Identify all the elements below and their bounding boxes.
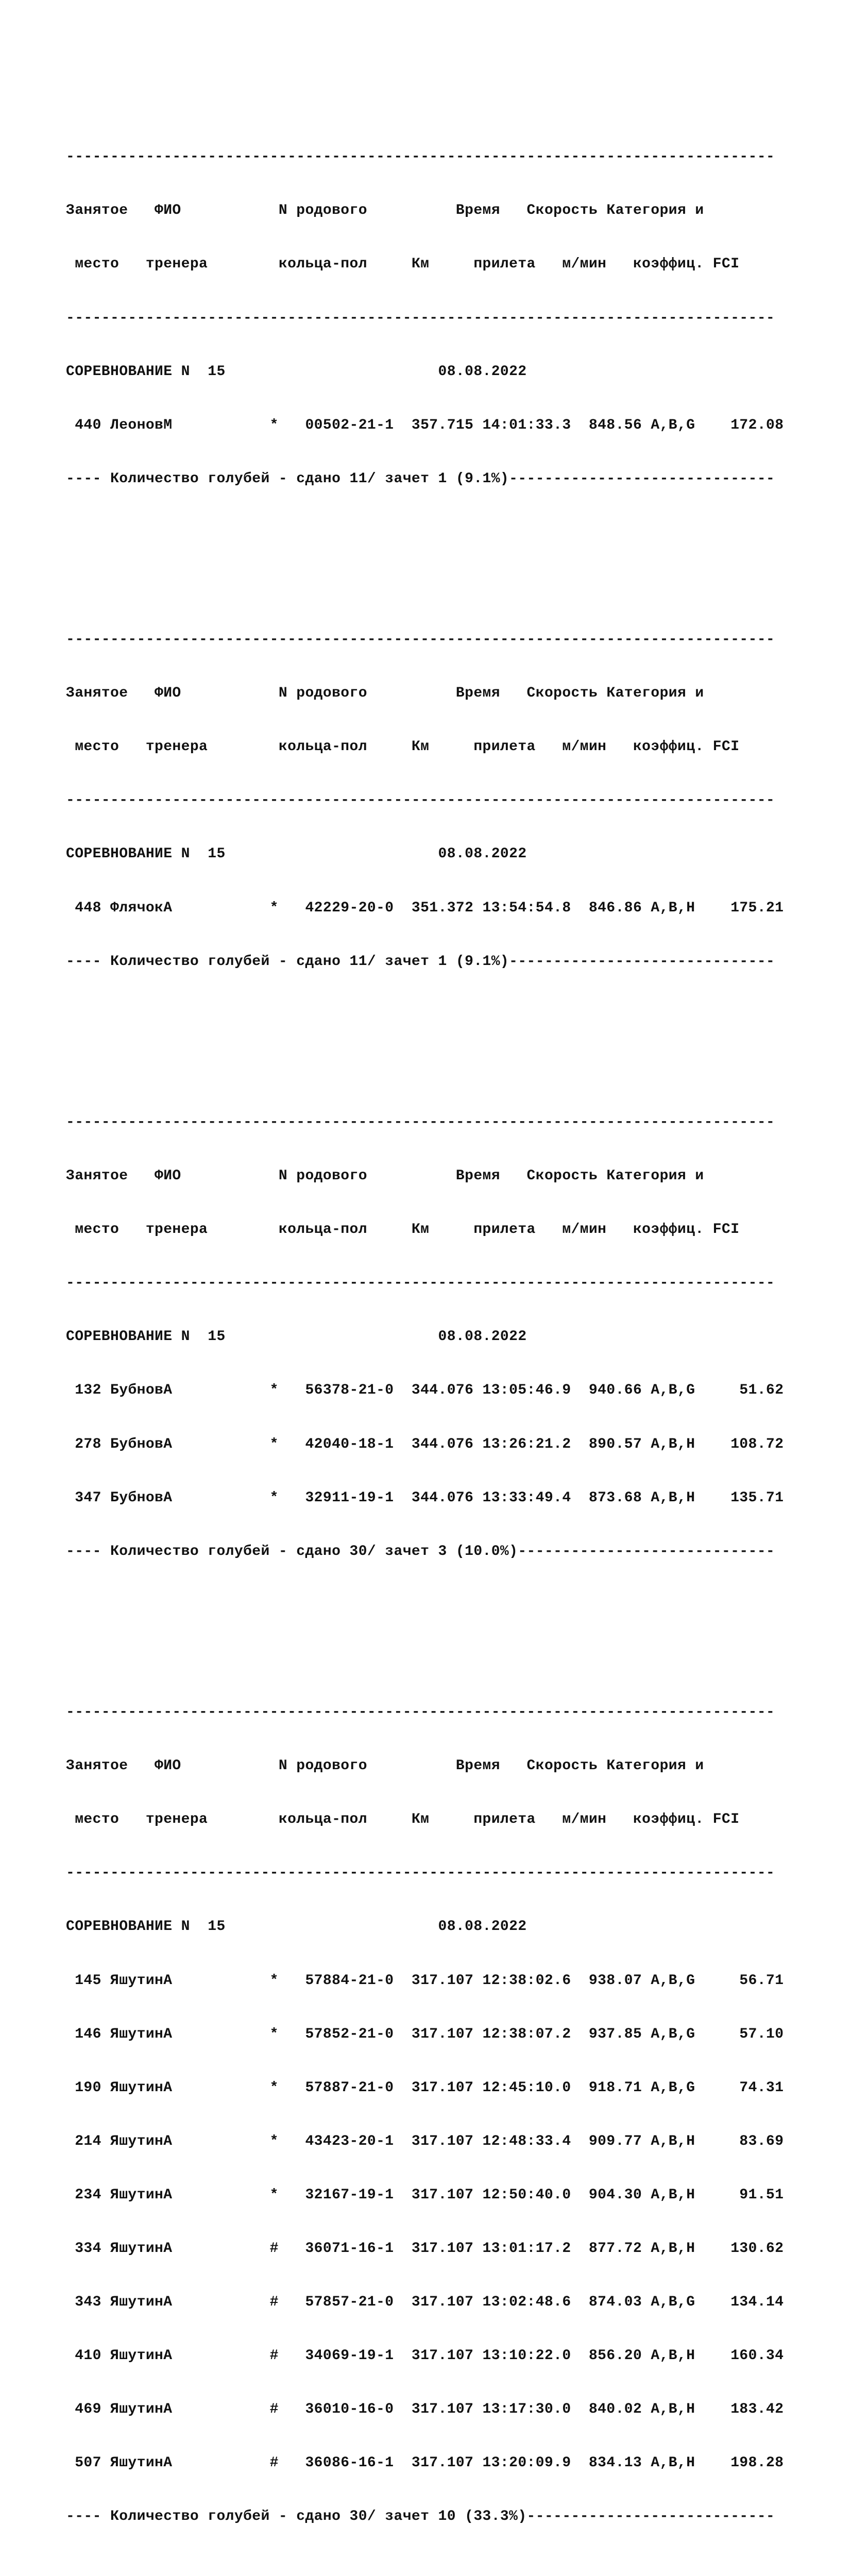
separator-line: -------------------------------------------------------------------------------- xyxy=(66,1275,775,1292)
header-line-1: Занятое ФИО N родового Время Скорость Категория и xyxy=(66,202,704,219)
separator-line: -------------------------------------------------------------------------------- xyxy=(66,792,775,809)
result-row: 278 БубновА * 42040-18-1 344.076 13:26:21.2 890.57 A,B,H 108.72 xyxy=(66,1436,784,1452)
separator-line: -------------------------------------------------------------------------------- xyxy=(66,1114,775,1130)
header-line-1: Занятое ФИО N родового Время Скорость Категория и xyxy=(66,1758,704,1774)
header-line-2: место тренера кольца-пол Км прилета м/мин коэффиц. FCI xyxy=(66,256,740,273)
results-report xyxy=(66,41,839,2576)
separator-line: -------------------------------------------------------------------------------- xyxy=(66,632,775,648)
header-line-1: Занятое ФИО N родового Время Скорость Категория и xyxy=(66,685,704,702)
result-row: 334 ЯшутинА # 36071-16-1 317.107 13:01:17.2 877.72 A,B,H 130.62 xyxy=(66,2240,784,2257)
result-row: 347 БубновА * 32911-19-1 344.076 13:33:49.4 873.68 A,B,H 135.71 xyxy=(66,1489,784,1506)
result-row: 440 ЛеоновМ * 00502-21-1 357.715 14:01:33.3 848.56 A,B,G 172.08 xyxy=(66,417,784,433)
separator-line: -------------------------------------------------------------------------------- xyxy=(66,1704,775,1721)
section-summary: ---- Количество голубей - сдано 11/ зачет 1 (9.1%)------------------------------ xyxy=(66,953,775,970)
result-row: 132 БубновА * 56378-21-0 344.076 13:05:46.9 940.66 A,B,G 51.62 xyxy=(66,1382,784,1399)
section-summary: ---- Количество голубей - сдано 30/ зачет 10 (33.3%)---------------------------- xyxy=(66,2509,775,2525)
result-row: 214 ЯшутинА * 43423-20-1 317.107 12:48:33.4 909.77 A,B,H 83.69 xyxy=(66,2133,784,2149)
competition-line: СОРЕВНОВАНИЕ N 15 08.08.2022 xyxy=(66,363,527,380)
result-row: 410 ЯшутинА # 34069-19-1 317.107 13:10:22.0 856.20 A,B,H 160.34 xyxy=(66,2348,784,2364)
report-section xyxy=(66,596,839,1007)
result-row: 469 ЯшутинА # 36010-16-0 317.107 13:17:30.0 840.02 A,B,H 183.42 xyxy=(66,2401,784,2418)
result-row: 146 ЯшутинА * 57852-21-0 317.107 12:38:07.2 937.85 A,B,G 57.10 xyxy=(66,2026,784,2042)
report-section xyxy=(66,1078,839,1597)
result-row: 343 ЯшутинА # 57857-21-0 317.107 13:02:48.6 874.03 A,B,G 134.14 xyxy=(66,2294,784,2311)
header-line-2: место тренера кольца-пол Км прилета м/мин коэффиц. FCI xyxy=(66,1811,740,1828)
separator-line: -------------------------------------------------------------------------------- xyxy=(66,1865,775,1882)
result-row: 234 ЯшутинА * 32167-19-1 317.107 12:50:40.0 904.30 A,B,H 91.51 xyxy=(66,2187,784,2203)
result-row: 190 ЯшутинА * 57887-21-0 317.107 12:45:10.0 918.71 A,B,G 74.31 xyxy=(66,2079,784,2096)
header-line-2: место тренера кольца-пол Км прилета м/мин коэффиц. FCI xyxy=(66,739,740,755)
result-row: 448 ФлячокА * 42229-20-0 351.372 13:54:54.8 846.86 A,B,H 175.21 xyxy=(66,900,784,916)
report-section xyxy=(66,1668,839,2562)
header-line-1: Занятое ФИО N родового Время Скорость Категория и xyxy=(66,1168,704,1184)
competition-line: СОРЕВНОВАНИЕ N 15 08.08.2022 xyxy=(66,1919,527,1935)
section-summary: ---- Количество голубей - сдано 30/ зачет 3 (10.0%)----------------------------- xyxy=(66,1543,775,1560)
competition-line: СОРЕВНОВАНИЕ N 15 08.08.2022 xyxy=(66,846,527,862)
section-summary: ---- Количество голубей - сдано 11/ зачет 1 (9.1%)------------------------------ xyxy=(66,470,775,487)
separator-line: -------------------------------------------------------------------------------- xyxy=(66,149,775,165)
result-row: 145 ЯшутинА * 57884-21-0 317.107 12:38:02.6 938.07 A,B,G 56.71 xyxy=(66,1972,784,1989)
separator-line: -------------------------------------------------------------------------------- xyxy=(66,310,775,326)
competition-line: СОРЕВНОВАНИЕ N 15 08.08.2022 xyxy=(66,1329,527,1345)
header-line-2: место тренера кольца-пол Км прилета м/мин коэффиц. FCI xyxy=(66,1222,740,1238)
result-row: 507 ЯшутинА # 36086-16-1 317.107 13:20:09.9 834.13 A,B,H 198.28 xyxy=(66,2455,784,2471)
report-section xyxy=(66,113,839,524)
